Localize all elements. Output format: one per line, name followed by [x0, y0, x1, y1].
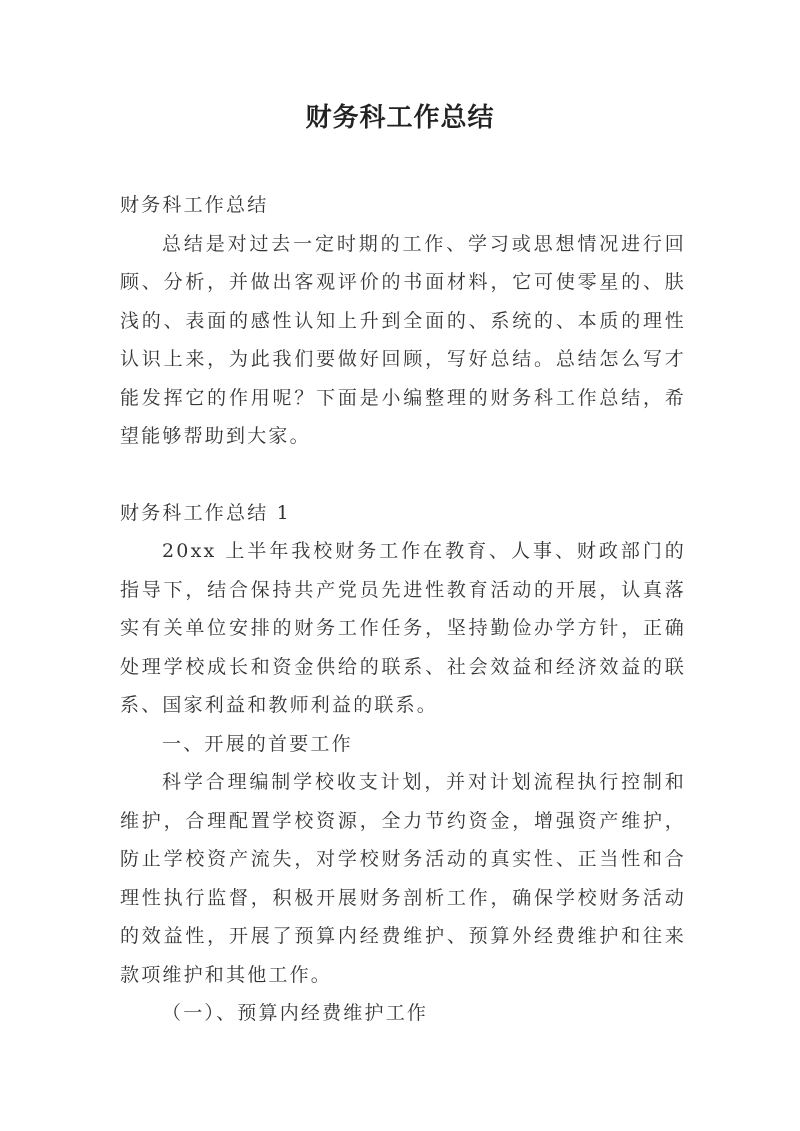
section-heading: 财务科工作总结 1	[120, 501, 291, 524]
section-paragraph: 20xx 上半年我校财务工作在教育、人事、财政部门的指导下，结合保持共产党员先进性教育活动的开展，认真落实有关单位安排的财务工作任务，坚持勤俭办学方针，正确处理学校成长和资金供给的联系、社会效益和经济效益的联系、国家利益和教师利益的联系。	[120, 540, 686, 716]
subheading: 一、开展的首要工作	[162, 732, 353, 755]
document-title: 财务科工作总结	[305, 103, 495, 133]
intro-heading: 财务科工作总结	[120, 194, 269, 216]
sub-subheading: （一）、预算内经费维护工作	[162, 1002, 429, 1024]
paragraph-gap	[120, 456, 686, 494]
intro-paragraph: 总结是对过去一定时期的工作、学习或思想情况进行回顾、分析，并做出客观评价的书面材料，它可使零星的、肤浅的、表面的感性认知上升到全面的、系统的、本质的理性认识上来，为此我们要做好回顾，写好总结。总结怎么写才能发挥它的作用呢？下面是小编整理的财务科工作总结，希望能够帮助到大家。	[120, 232, 686, 447]
subheading-paragraph: 科学合理编制学校收支计划，并对计划流程执行控制和维护，合理配置学校资源，全力节约资金，增强资产维护，防止学校资产流失，对学校财务活动的真实性、正当性和合理性执行监督，积极开展财务剖析工作，确保学校财务活动的效益性，开展了预算内经费维护、预算外经费维护和往来款项维护和其他工作。	[120, 771, 686, 986]
document-body	[120, 186, 686, 1033]
